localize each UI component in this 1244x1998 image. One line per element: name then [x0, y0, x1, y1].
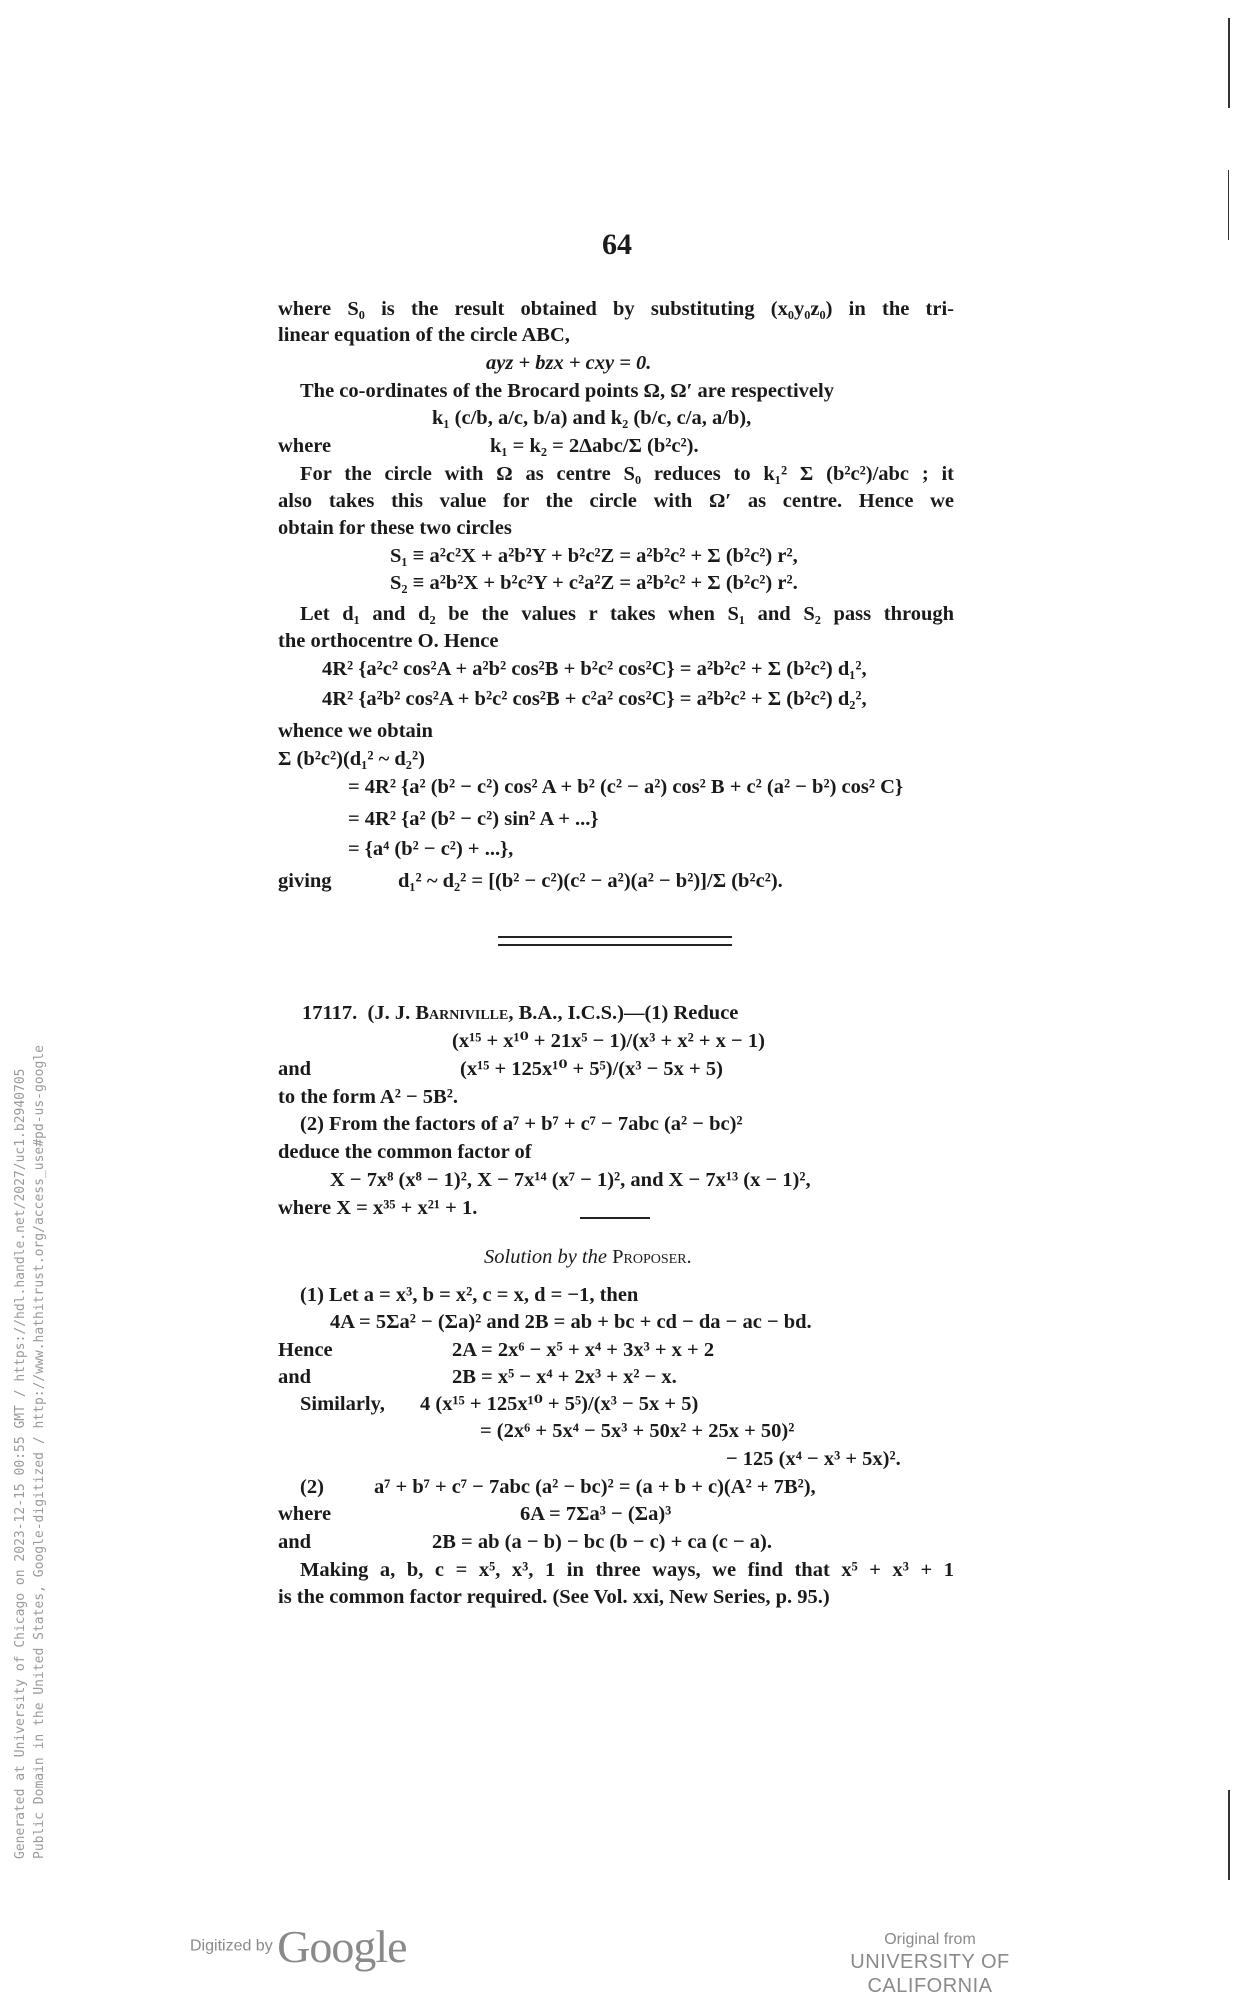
equation: S₁ ≡ a²c²X + a²b²Y + b²c²Z = a²b²c² + Σ (b²c²) r²,: [390, 545, 798, 567]
university-label: UNIVERSITY OF CALIFORNIA: [850, 1951, 1010, 1997]
equation: Σ (b²c²)(d₁² ~ d₂²): [278, 748, 425, 770]
text-line: (1) Let a = x³, b = x², c = x, d = −1, then: [300, 1284, 639, 1306]
label-similarly: Similarly,: [300, 1393, 385, 1415]
problem-header: [302, 1000, 738, 1026]
text-line: deduce the common factor of: [278, 1141, 532, 1163]
equation: (x¹⁵ + x¹⁰ + 21x⁵ − 1)/(x³ + x² + x − 1): [452, 1030, 765, 1052]
short-rule: [580, 1217, 650, 1219]
text-line: whence we obtain: [278, 720, 433, 742]
google-logo: Google: [277, 1921, 407, 1972]
equation-number: (2): [300, 1476, 324, 1498]
equation: = 4R² {a² (b² − c²) cos² A + b² (c² − a²) cos² B + c² (a² − b²) cos² C}: [348, 776, 904, 798]
equation: 4R² {a²c² cos²A + a²b² cos²B + b²c² cos²C} = a²b²c² + Σ (b²c²) d₁²,: [322, 658, 867, 680]
equation: where X = x³⁵ + x²¹ + 1.: [278, 1197, 478, 1219]
equation: − 125 (x⁴ − x³ + 5x)².: [726, 1448, 901, 1470]
text-line: linear equation of the circle ABC,: [278, 324, 570, 346]
equation: 4R² {a²b² cos²A + b²c² cos²B + c²a² cos²C} = a²b²c² + Σ (b²c²) d₂²,: [322, 688, 867, 710]
separator-rule-top: [498, 936, 732, 938]
text-line: obtain for these two circles: [278, 517, 512, 539]
equation: = 4R² {a² (b² − c²) sin² A + ...}: [348, 808, 599, 830]
label-hence: Hence: [278, 1339, 333, 1361]
separator-rule-bottom: [498, 944, 732, 946]
problem-part1: —(1) Reduce: [623, 1002, 739, 1024]
text-line: the orthocentre O. Hence: [278, 630, 499, 652]
scan-mark: [1228, 18, 1230, 108]
equation: k₁ (c/b, a/c, b/a) and k₂ (b/c, c/a, a/b),: [432, 407, 752, 429]
original-from: [790, 1930, 1070, 1998]
text-line: The co-ordinates of the Brocard points Ω, Ω′ are respectively: [300, 380, 834, 402]
equation: 2A = 2x⁶ − x⁵ + x⁴ + 3x³ + x + 2: [452, 1339, 715, 1361]
equation: 4A = 5Σa² − (Σa)² and 2B = ab + bc + cd − da − ac − bd.: [330, 1311, 812, 1333]
scan-mark: [1228, 1790, 1230, 1880]
equation: = {a⁴ (b² − c²) + ...},: [348, 838, 514, 860]
label-and: and: [278, 1058, 312, 1080]
text-line: (2) From the factors of a⁷ + b⁷ + c⁷ − 7abc (a² − bc)²: [300, 1113, 743, 1135]
equation: X − 7x⁸ (x⁸ − 1)², X − 7x¹⁴ (x⁷ − 1)², and X − 7x¹³ (x − 1)²,: [330, 1169, 811, 1191]
text-line: is the common factor required. (See Vol. xxi, New Series, p. 95.): [278, 1586, 830, 1608]
provenance-line-1: Generated at University of Chicago on 2023-12-15 00:55 GMT / https://hdl.handle.net/2027/uc1.b2940705: [13, 1068, 28, 1859]
equation: 2B = x⁵ − x⁴ + 2x³ + x² − x.: [452, 1366, 677, 1388]
text-line: Let d₁ and d₂ be the values r takes when S₁ and S₂ pass through: [300, 603, 954, 625]
equation: a⁷ + b⁷ + c⁷ − 7abc (a² − bc)² = (a + b + c)(A² + 7B²),: [374, 1476, 816, 1498]
solution-heading-prefix: Solution by the: [484, 1246, 607, 1268]
problem-author: (J. J. Barniville, B.A., I.C.S.): [367, 1002, 624, 1024]
label-and: and: [278, 1531, 312, 1553]
equation: (x¹⁵ + 125x¹⁰ + 5⁵)/(x³ − 5x + 5): [460, 1058, 723, 1080]
equation: S₂ ≡ a²b²X + b²c²Y + c²a²Z = a²b²c² + Σ (b²c²) r².: [390, 572, 798, 594]
text-line: to the form A² − 5B².: [278, 1086, 458, 1108]
text-line: For the circle with Ω as centre S₀ reduces to k₁² Σ (b²c²)/abc ; it: [300, 463, 954, 485]
provenance-line-2: Public Domain in the United States, Google-digitized / http://www.hathitrust.org/access_use#pd-us-google: [32, 1045, 47, 1859]
provenance-sidebar: [11, 939, 49, 1859]
label-where: where: [278, 1503, 332, 1525]
equation: 4 (x¹⁵ + 125x¹⁰ + 5⁵)/(x³ − 5x + 5): [420, 1393, 699, 1415]
page-number: 64: [602, 228, 632, 261]
scan-mark: [1228, 170, 1229, 240]
equation: = (2x⁶ + 5x⁴ − 5x³ + 50x² + 25x + 50)²: [480, 1420, 795, 1442]
equation: 6A = 7Σa³ − (Σa)³: [520, 1503, 672, 1525]
digitized-by-label: Digitized by: [190, 1937, 273, 1955]
digitized-by-google: [190, 1920, 407, 1973]
solution-heading: [484, 1244, 692, 1270]
label-giving: giving: [278, 870, 332, 892]
text-line: Making a, b, c = x⁵, x³, 1 in three ways, we find that x⁵ + x³ + 1: [300, 1559, 954, 1581]
original-from-label: Original from: [884, 1931, 976, 1948]
solution-heading-name: Proposer.: [612, 1246, 692, 1268]
text-line: also takes this value for the circle with Ω′ as centre. Hence we: [278, 490, 954, 512]
equation: 2B = ab (a − b) − bc (b − c) + ca (c − a).: [432, 1531, 772, 1553]
text-line: where S₀ is the result obtained by substituting (x₀y₀z₀) in the tri-: [278, 298, 954, 320]
equation: k₁ = k₂ = 2Δabc/Σ (b²c²).: [490, 435, 699, 457]
label-and: and: [278, 1366, 312, 1388]
label-where: where: [278, 435, 332, 457]
equation: d₁² ~ d₂² = [(b² − c²)(c² − a²)(a² − b²)]/Σ (b²c²).: [398, 870, 783, 892]
equation: ayz + bzx + cxy = 0.: [486, 352, 652, 374]
problem-number: 17117.: [302, 1002, 358, 1024]
